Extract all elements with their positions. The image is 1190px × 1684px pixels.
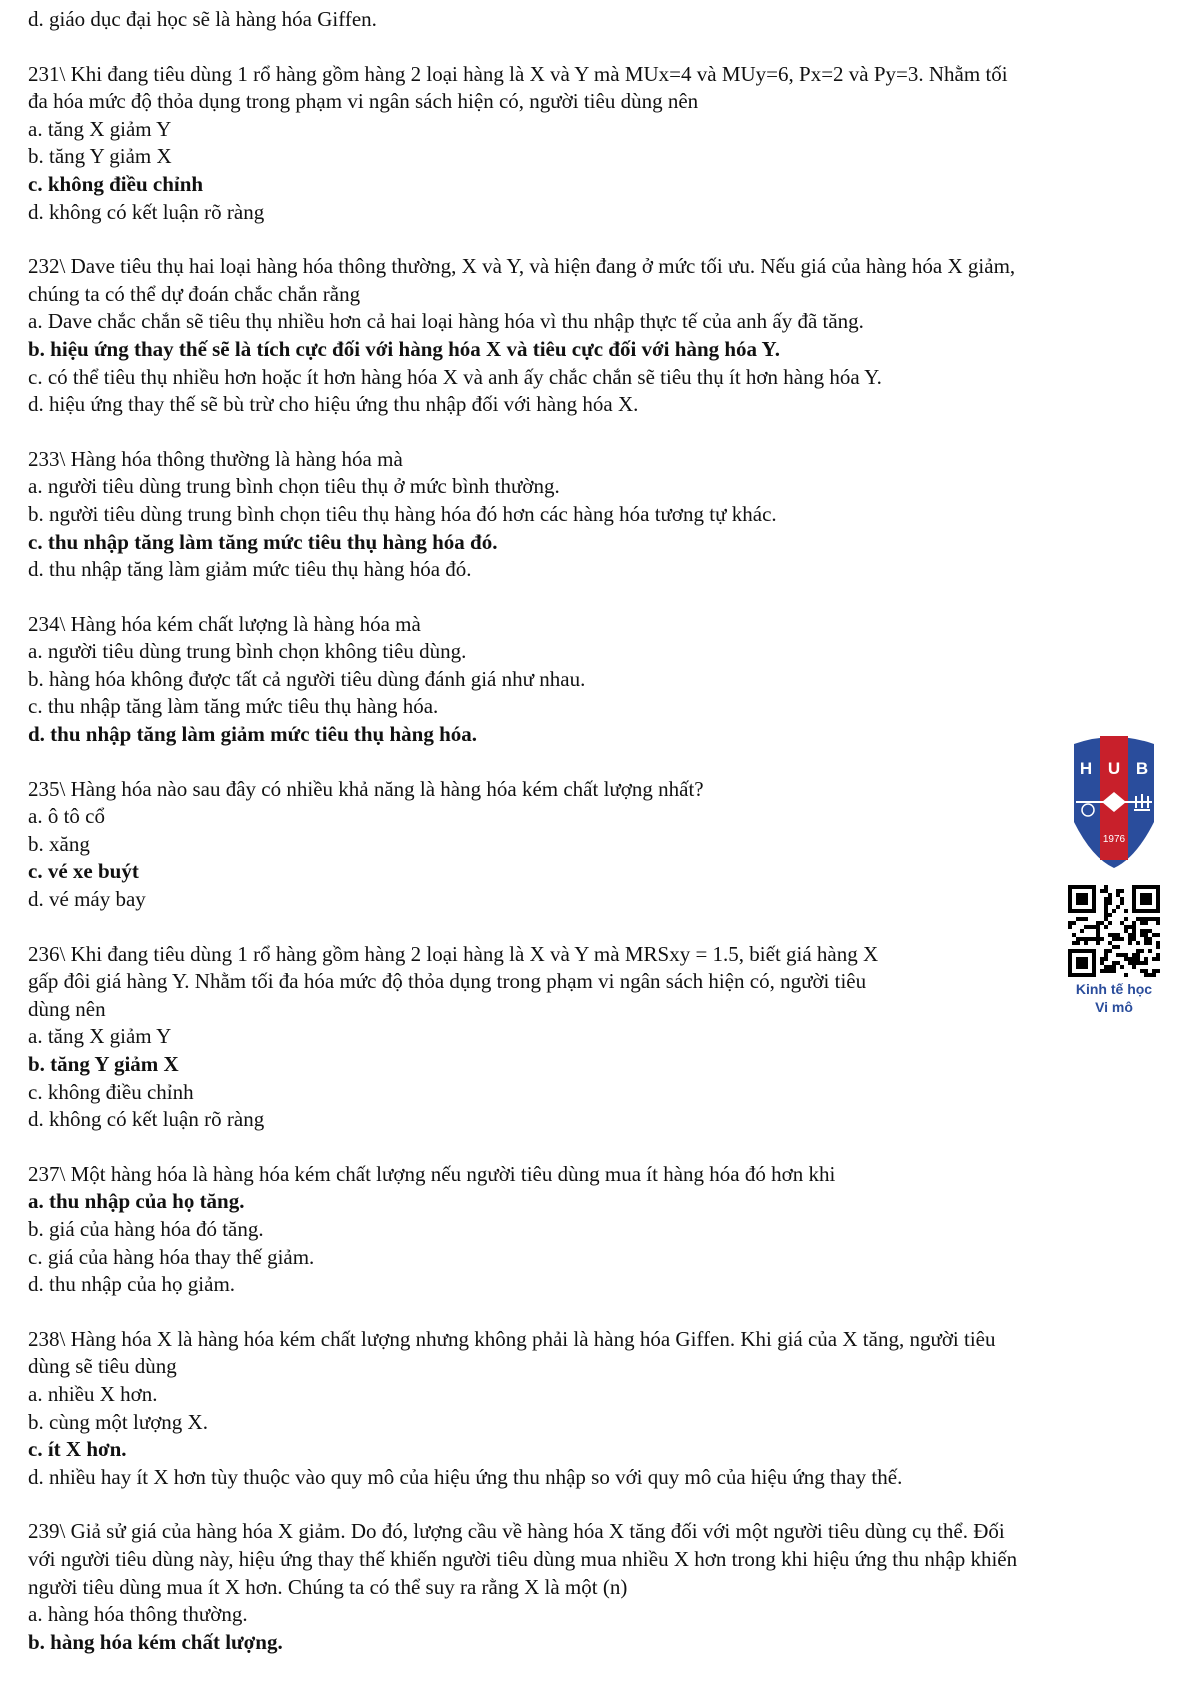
caption-line-1: Kinh tế học [1075, 981, 1153, 997]
qr-module [1132, 933, 1136, 937]
qr-module [1068, 921, 1072, 925]
question-block [28, 611, 1168, 749]
question-number: 233\ [28, 446, 66, 471]
answer-option: a. nhiều X hơn. [28, 1381, 158, 1406]
qr-module [1112, 933, 1116, 937]
question-stem-continued: chúng ta có thể dự đoán chắc chắn rằng [28, 281, 361, 306]
qr-module [1156, 957, 1160, 961]
qr-module [1144, 921, 1148, 925]
question-number: 232\ [28, 254, 66, 279]
answer-option-correct: b. hiệu ứng thay thế sẽ là tích cực đối với hàng hóa X và tiêu cực đối với hàng hóa Y. [28, 336, 781, 361]
qr-module [1136, 941, 1140, 945]
qr-module [1116, 945, 1120, 949]
answer-option-correct: c. không điều chỉnh [28, 171, 204, 196]
qr-module [1140, 929, 1144, 933]
qr-module [1104, 905, 1108, 909]
qr-module [1152, 973, 1156, 977]
answer-option-correct: c. thu nhập tăng làm tăng mức tiêu thụ hàng hóa đó. [28, 529, 498, 554]
question-number: 236\ [28, 941, 66, 966]
logo-letter-b: B [1135, 759, 1149, 778]
question-stem [28, 61, 1168, 89]
qr-module [1136, 953, 1140, 957]
question-text: Hàng hóa kém chất lượng là hàng hóa mà [70, 611, 421, 636]
answer-option: c. thu nhập tăng làm tăng mức tiêu thụ hàng hóa. [28, 694, 439, 719]
qr-module [1128, 961, 1132, 965]
question-text: Khi đang tiêu dùng 1 rổ hàng gồm hàng 2 loại hàng là X và Y mà MRSxy = 1.5, biết giá hàng X [70, 941, 879, 966]
question-stem-continued: đa hóa mức độ thỏa dụng trong phạm vi ngân sách hiện có, người tiêu dùng nên [28, 89, 699, 114]
qr-module [1128, 941, 1132, 945]
qr-module [1136, 917, 1140, 921]
qr-module [1084, 941, 1088, 945]
qr-module [1108, 965, 1112, 969]
answer-option: c. có thể tiêu thụ nhiều hơn hoặc ít hơn hàng hóa X và anh ấy chắc chắn sẽ tiêu thụ ít hơn hàng hóa Y. [28, 364, 882, 389]
hub-logo [1066, 730, 1162, 870]
question-text: Một hàng hóa là hàng hóa kém chất lượng nếu người tiêu dùng mua ít hàng hóa đó hơn khi [70, 1161, 836, 1186]
question-number: 234\ [28, 611, 66, 636]
qr-module [1108, 969, 1112, 973]
question-text: Dave tiêu thụ hai loại hàng hóa thông thường, X và Y, và hiện đang ở mức tối ưu. Nếu giá của hàng hóa X giảm, [70, 254, 1016, 279]
qr-module [1132, 961, 1136, 965]
qr-module [1148, 973, 1152, 977]
answer-option-correct: d. thu nhập tăng làm giảm mức tiêu thụ hàng hóa. [28, 722, 478, 747]
question-stem-continued: gấp đôi giá hàng Y. Nhằm tối đa hóa mức độ thỏa dụng trong phạm vi ngân sách hiện có, người tiêu [28, 969, 867, 994]
qr-module [1124, 957, 1128, 961]
qr-module [1148, 929, 1152, 933]
question-stem-continued: người tiêu dùng mua ít X hơn. Chúng ta có thể suy ra rằng X là một (n) [28, 1574, 628, 1599]
answer-option: b. xăng [28, 831, 90, 856]
answer-option: d. thu nhập tăng làm giảm mức tiêu thụ hàng hóa đó. [28, 557, 472, 582]
qr-module [1144, 957, 1148, 961]
qr-module [1076, 937, 1080, 941]
qr-module [1148, 949, 1152, 953]
qr-module [1144, 937, 1148, 941]
qr-module [1140, 969, 1144, 973]
qr-module [1076, 941, 1080, 945]
answer-option: d. không có kết luận rõ ràng [28, 1107, 265, 1132]
question-stem [28, 1518, 1168, 1546]
qr-module [1156, 917, 1160, 921]
qr-module [1112, 961, 1116, 965]
qr-module [1144, 941, 1148, 945]
qr-module [1132, 921, 1136, 925]
qr-module [1104, 965, 1108, 969]
question-stem-continued: với người tiêu dùng này, hiệu ứng thay thế khiến người tiêu dùng mua nhiều X hơn trong khi hiệu ứng thu nhập khiến [28, 1546, 1018, 1571]
qr-module [1120, 901, 1124, 905]
qr-module [1144, 969, 1148, 973]
answer-option: c. giá của hàng hóa thay thế giảm. [28, 1244, 315, 1269]
qr-module [1104, 909, 1108, 913]
qr-module [1104, 925, 1108, 929]
qr-module [1096, 925, 1100, 929]
qr-module [1104, 957, 1108, 961]
answer-option: c. không điều chỉnh [28, 1079, 194, 1104]
qr-module [1108, 901, 1112, 905]
qr-module [1128, 957, 1132, 961]
qr-module [1084, 925, 1088, 929]
answer-option-correct: c. vé xe buýt [28, 859, 139, 884]
qr-module [1100, 969, 1104, 973]
qr-module [1152, 917, 1156, 921]
qr-module [1128, 937, 1132, 941]
qr-module [1152, 969, 1156, 973]
qr-module [1124, 909, 1128, 913]
qr-module [1068, 925, 1072, 929]
qr-module [1140, 917, 1144, 921]
qr-module [1120, 889, 1124, 893]
question-stem [28, 1326, 1168, 1354]
answer-option: b. tăng Y giảm X [28, 144, 172, 169]
qr-module [1132, 965, 1136, 969]
qr-module [1096, 933, 1100, 937]
question-block [28, 61, 1168, 227]
qr-module [1116, 937, 1120, 941]
answer-option: d. vé máy bay [28, 887, 146, 912]
qr-module [1108, 921, 1112, 925]
answer-option-correct: b. hàng hóa kém chất lượng. [28, 1629, 283, 1654]
answer-option: a. Dave chắc chắn sẽ tiêu thụ nhiều hơn cả hai loại hàng hóa vì thu nhập thực tế của anh ấy đã tăng. [28, 309, 864, 334]
answer-option: a. người tiêu dùng trung bình chọn tiêu thụ ở mức bình thường. [28, 474, 560, 499]
question-stem [28, 446, 1168, 474]
qr-module [1112, 945, 1116, 949]
qr-module [1124, 953, 1128, 957]
question-number: 231\ [28, 61, 66, 86]
qr-module [1140, 961, 1144, 965]
question-number: 238\ [28, 1326, 66, 1351]
qr-module [1116, 953, 1120, 957]
question-list [28, 61, 1168, 1657]
qr-module [1112, 969, 1116, 973]
qr-module [1156, 945, 1160, 949]
qr-module [1112, 937, 1116, 941]
question-stem-continued: dùng nên [28, 996, 106, 1021]
qr-module [1108, 941, 1112, 945]
answer-option: b. hàng hóa không được tất cả người tiêu dùng đánh giá như nhau. [28, 666, 586, 691]
document-page [28, 6, 1168, 1656]
qr-module [1124, 929, 1128, 933]
qr-module [1104, 913, 1108, 917]
qr-module [1120, 897, 1124, 901]
qr-module [1100, 961, 1104, 965]
logo-letter-h: H [1079, 759, 1093, 778]
qr-module [1072, 933, 1076, 937]
qr-module [1100, 937, 1104, 941]
qr-module [1096, 929, 1100, 933]
qr-module [1152, 933, 1156, 937]
question-block [28, 1161, 1168, 1299]
qr-module [1124, 917, 1128, 921]
qr-module [1132, 929, 1136, 933]
qr-module [1096, 941, 1100, 945]
qr-module [1104, 969, 1108, 973]
qr-module [1104, 901, 1108, 905]
qr-module [1140, 933, 1144, 937]
answer-option: d. hiệu ứng thay thế sẽ bù trừ cho hiệu ứng thu nhập đối với hàng hóa X. [28, 392, 639, 417]
qr-module [1104, 917, 1108, 921]
qr-module [1100, 957, 1104, 961]
qr-module [1108, 893, 1112, 897]
logo-letter-u: U [1107, 759, 1121, 778]
qr-module [1084, 917, 1088, 921]
qr-module [1124, 973, 1128, 977]
question-text: Khi đang tiêu dùng 1 rổ hàng gồm hàng 2 loại hàng là X và Y mà MUx=4 và MUy=6, Px=2 và Py=3. Nhằm tối [70, 61, 1008, 86]
qr-module [1076, 917, 1080, 921]
answer-option-correct: b. tăng Y giảm X [28, 1052, 179, 1076]
qr-module [1080, 937, 1084, 941]
qr-module [1136, 949, 1140, 953]
qr-module [1112, 909, 1116, 913]
qr-module [1144, 929, 1148, 933]
qr-module [1136, 957, 1140, 961]
qr-module [1100, 921, 1104, 925]
qr-module [1140, 921, 1144, 925]
question-stem [28, 776, 1168, 804]
answer-option: a. tăng X giảm Y [28, 116, 172, 141]
qr-module [1080, 929, 1084, 933]
qr-module [1120, 937, 1124, 941]
qr-module [1108, 949, 1112, 953]
qr-module [1132, 925, 1136, 929]
answer-option: a. người tiêu dùng trung bình chọn không tiêu dùng. [28, 639, 467, 664]
qr-module [1104, 953, 1108, 957]
question-stem [28, 1161, 1168, 1189]
question-text: Giả sử giá của hàng hóa X giảm. Do đó, lượng cầu về hàng hóa X tăng đối với một người tiêu dùng cụ thể. Đối [70, 1519, 1005, 1544]
qr-module [1092, 925, 1096, 929]
qr-module [1156, 941, 1160, 945]
qr-module [1148, 917, 1152, 921]
caption-line-2: Vi mô [1095, 999, 1133, 1015]
qr-module [1152, 957, 1156, 961]
answer-option-correct: a. thu nhập của họ tăng. [28, 1189, 245, 1214]
qr-module [1120, 965, 1124, 969]
qr-module [1116, 961, 1120, 965]
qr-module [1104, 897, 1108, 901]
question-text: Hàng hóa X là hàng hóa kém chất lượng nhưng không phải là hàng hóa Giffen. Khi giá của X tăng, người tiêu [70, 1326, 996, 1351]
question-block [28, 253, 1168, 419]
question-text: Hàng hóa nào sau đây có nhiều khả năng là hàng hóa kém chất lượng nhất? [70, 776, 704, 801]
qr-module [1144, 917, 1148, 921]
qr-module [1148, 941, 1152, 945]
question-number: 237\ [28, 1161, 66, 1186]
qr-module [1132, 953, 1136, 957]
qr-module [1128, 933, 1132, 937]
logo-year: 1976 [1102, 834, 1126, 845]
qr-module [1144, 961, 1148, 965]
qr-module [1136, 961, 1140, 965]
qr-module [1120, 921, 1124, 925]
answer-option: a. tăng X giảm Y [28, 1024, 172, 1049]
qr-module [1148, 937, 1152, 941]
answer-option: b. giá của hàng hóa đó tăng. [28, 1216, 264, 1241]
intro-option: d. giáo dục đại học sẽ là hàng hóa Giffen. [28, 7, 377, 31]
answer-option: b. cùng một lượng X. [28, 1409, 208, 1434]
qr-module [1116, 893, 1120, 897]
question-number: 239\ [28, 1519, 66, 1544]
answer-option: d. không có kết luận rõ ràng [28, 199, 265, 224]
qr-module [1132, 937, 1136, 941]
qr-module [1072, 941, 1076, 945]
qr-module [1124, 925, 1128, 929]
qr-module [1156, 969, 1160, 973]
qr-module [1100, 889, 1104, 893]
qr-module [1088, 937, 1092, 941]
question-stem-continued: dùng sẽ tiêu dùng [28, 1354, 177, 1379]
qr-module [1072, 921, 1076, 925]
qr-module [1144, 973, 1148, 977]
qr-module [1156, 953, 1160, 957]
qr-module [1128, 925, 1132, 929]
qr-module [1104, 949, 1108, 953]
qr-module [1144, 933, 1148, 937]
answer-option: d. thu nhập của họ giảm. [28, 1272, 236, 1297]
qr-module [1092, 937, 1096, 941]
question-stem [28, 941, 1168, 969]
qr-module [1108, 933, 1112, 937]
qr-module [1088, 925, 1092, 929]
qr-module [1104, 889, 1108, 893]
qr-module [1140, 949, 1144, 953]
question-stem [28, 611, 1168, 639]
qr-module [1108, 897, 1112, 901]
qr-module [1108, 913, 1112, 917]
qr-module [1120, 953, 1124, 957]
qr-module [1156, 933, 1160, 937]
qr-module [1096, 937, 1100, 941]
question-block [28, 941, 1168, 1134]
question-block [28, 776, 1168, 914]
question-text: Hàng hóa thông thường là hàng hóa mà [70, 446, 403, 471]
question-stem [28, 253, 1168, 281]
question-block [28, 1518, 1168, 1656]
qr-module [1132, 957, 1136, 961]
qr-module [1116, 933, 1120, 937]
answer-option: a. ô tô cổ [28, 804, 105, 829]
qr-module [1096, 921, 1100, 925]
answer-option: d. nhiều hay ít X hơn tùy thuộc vào quy mô của hiệu ứng thu nhập so với quy mô của hiệu ứng thay thế. [28, 1464, 903, 1489]
qr-module [1080, 917, 1084, 921]
answer-option-correct: c. ít X hơn. [28, 1437, 127, 1462]
answer-option: a. hàng hóa thông thường. [28, 1602, 248, 1627]
qr-module [1112, 965, 1116, 969]
qr-module [1104, 885, 1108, 889]
answer-option: b. người tiêu dùng trung bình chọn tiêu thụ hàng hóa đó hơn các hàng hóa tương tự khác. [28, 501, 777, 526]
question-block [28, 446, 1168, 584]
qr-module [1084, 937, 1088, 941]
qr-module [1116, 905, 1120, 909]
qr-module [1116, 889, 1120, 893]
question-block [28, 1326, 1168, 1492]
question-number: 235\ [28, 776, 66, 801]
qr-code [1068, 885, 1160, 977]
qr-module [1156, 921, 1160, 925]
